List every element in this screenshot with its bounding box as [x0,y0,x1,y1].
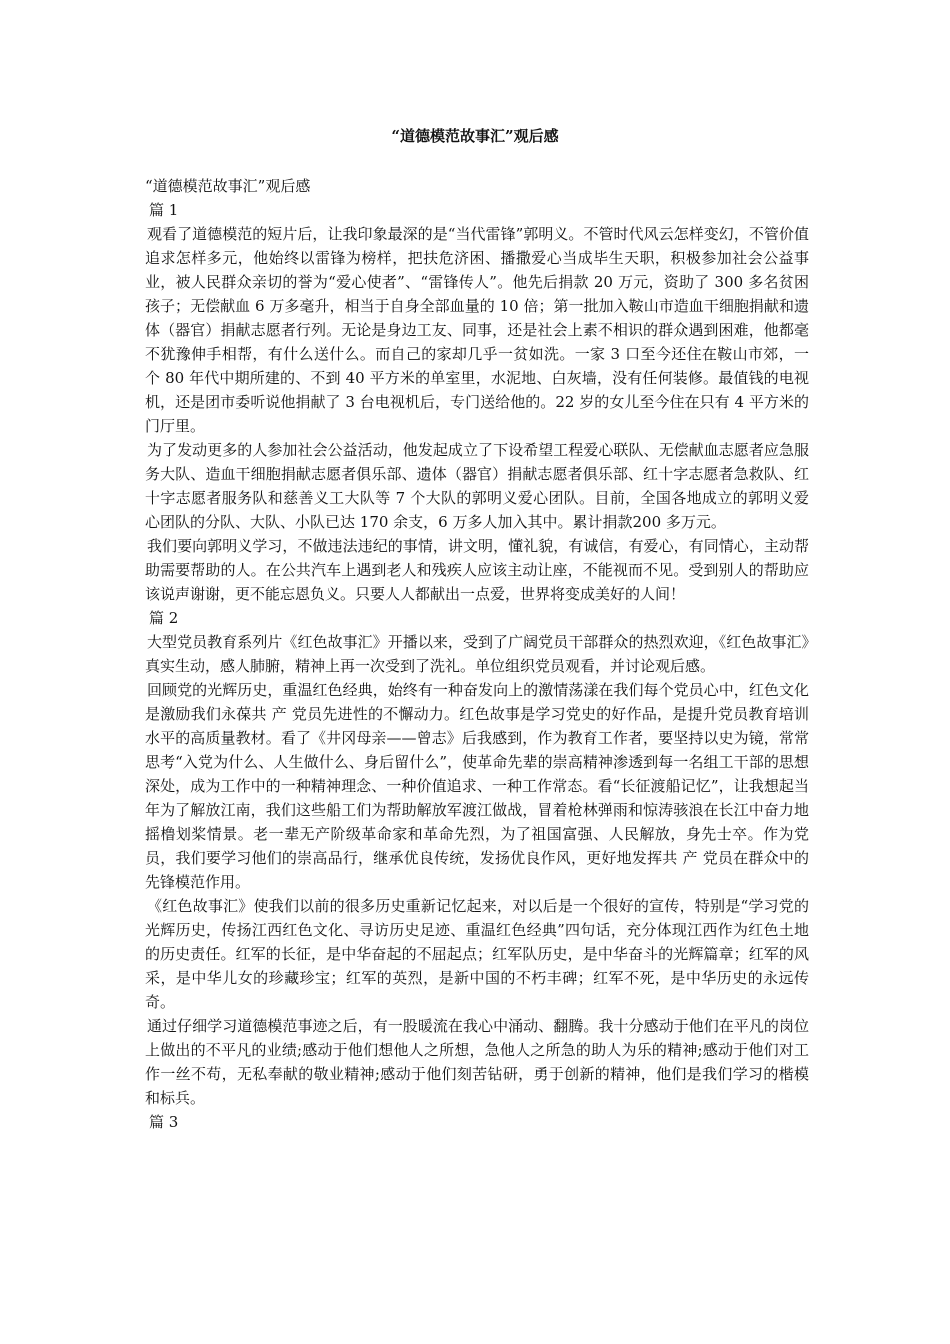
document-heading: “道德模范故事汇”观后感 [145,177,311,195]
paragraph: 《红色故事汇》使我们以前的很多历史重新记忆起来，对以后是一个很好的宣传，特别是“学习党的光辉历史，传扬江西红色文化、寻访历史足迹、重温红色经典”四句话，充分体现江西作为红色土地的历史责任。红军的长征，是中华奋起的不屈起点；红军队历史，是中华奋斗的光辉篇章；红军的风采，是中华儿女的珍藏珍宝；红军的英烈，是新中国的不朽丰碑；红军不死，是中华历史的永远传奇。 [145,897,809,1011]
section-2 [145,606,809,1110]
section-1 [145,198,809,606]
section-label: 篇 1 [149,201,179,219]
paragraph: 观看了道德模范的短片后，让我印象最深的是“当代雷锋”郭明义。不管时代风云怎样变幻，不管价值追求怎样多元，他始终以雷锋为榜样，把扶危济困、播撒爱心当成毕生天职，积极参加社会公益事业，被人民群众亲切的誉为“爱心使者”、“雷锋传人”。他先后捐款 20 万元，资助了 300 多名贫困孩子；无偿献血 6 万多毫升，相当于自身全部血量的 10 倍；第一批加入鞍山市造血干细胞捐献和遗体（器官）捐献志愿者行列。无论是身边工友、同事，还是社会上素不相识的群众遇到困难，他都毫不犹豫伸手相帮，有什么送什么。而自己的家却几乎一贫如洗。一家 3 口至今还住在鞍山市郊，一个 80 年代中期所建的、不到 40 平方米的单室里，水泥地、白灰墙，没有任何装修。最值钱的电视机，还是团市委听说他捐献了 3 台电视机后，专门送给他的。22 岁的女儿至今住在只有 4 平方米的门厅里。 [145,225,809,435]
section-label: 篇 3 [149,1113,179,1131]
paragraph: 大型党员教育系列片《红色故事汇》开播以来，受到了广阔党员干部群众的热烈欢迎，《红色故事汇》真实生动，感人肺腑，精神上再一次受到了洗礼。单位组织党员观看，并讨论观后感。 [145,633,809,675]
paragraph: 回顾党的光辉历史，重温红色经典，始终有一种奋发向上的激情荡漾在我们每个党员心中，红色文化是激励我们永葆共 产 党员先进性的不懈动力。红色故事是学习党史的好作品，是提升党员教育培训水平的高质量教材。看了《井冈母亲——曾志》后我感到，作为教育工作者，要坚持以史为镜，常常思考“入党为什么、人生做什么、身后留什么”，使革命先辈的崇高精神渗透到每一名组工干部的思想深处，成为工作中的一种精神理念、一种价值追求、一种工作常态。看“长征渡船记忆”，让我想起当年为了解放江南，我们这些船工们为帮助解放军渡江做战，冒着枪林弹雨和惊涛骇浪在长江中奋力地摇橹划桨情景。老一辈无产阶级革命家和革命先烈，为了祖国富强、人民解放，身先士卒。作为党员，我们要学习他们的崇高品行，继承优良传统，发扬优良作风，更好地发挥共 产 党员在群众中的先锋模范作用。 [145,681,809,891]
section-3 [145,1110,809,1134]
paragraph: 我们要向郭明义学习，不做违法违纪的事情，讲文明，懂礼貌，有诚信，有爱心，有同情心，主动帮助需要帮助的人。在公共汽车上遇到老人和残疾人应该主动让座，不能视而不见。受到别人的帮助应该说声谢谢，更不能忘恩负义。只要人人都献出一点爱，世界将变成美好的人间！ [145,537,809,603]
page-title: “道德模范故事汇”观后感 [391,127,559,145]
paragraph: 通过仔细学习道德模范事迹之后，有一股暖流在我心中涌动、翻腾。我十分感动于他们在平凡的岗位上做出的不平凡的业绩;感动于他们想他人之所想，急他人之所急的助人为乐的精神;感动于他们对工作一丝不苟，无私奉献的敬业精神;感动于他们刻苦钻研，勇于创新的精神，他们是我们学习的楷模和标兵。 [145,1017,809,1107]
paragraph: 为了发动更多的人参加社会公益活动，他发起成立了下设希望工程爱心联队、无偿献血志愿者应急服务大队、造血干细胞捐献志愿者俱乐部、遗体（器官）捐献志愿者俱乐部、红十字志愿者急救队、红十字志愿者服务队和慈善义工大队等 7 个大队的郭明义爱心团队。目前，全国各地成立的郭明义爱心团队的分队、大队、小队已达 170 余支，6 万多人加入其中。累计捐款200 多万元。 [145,441,809,531]
section-label: 篇 2 [149,609,179,627]
document-body [145,174,809,1134]
